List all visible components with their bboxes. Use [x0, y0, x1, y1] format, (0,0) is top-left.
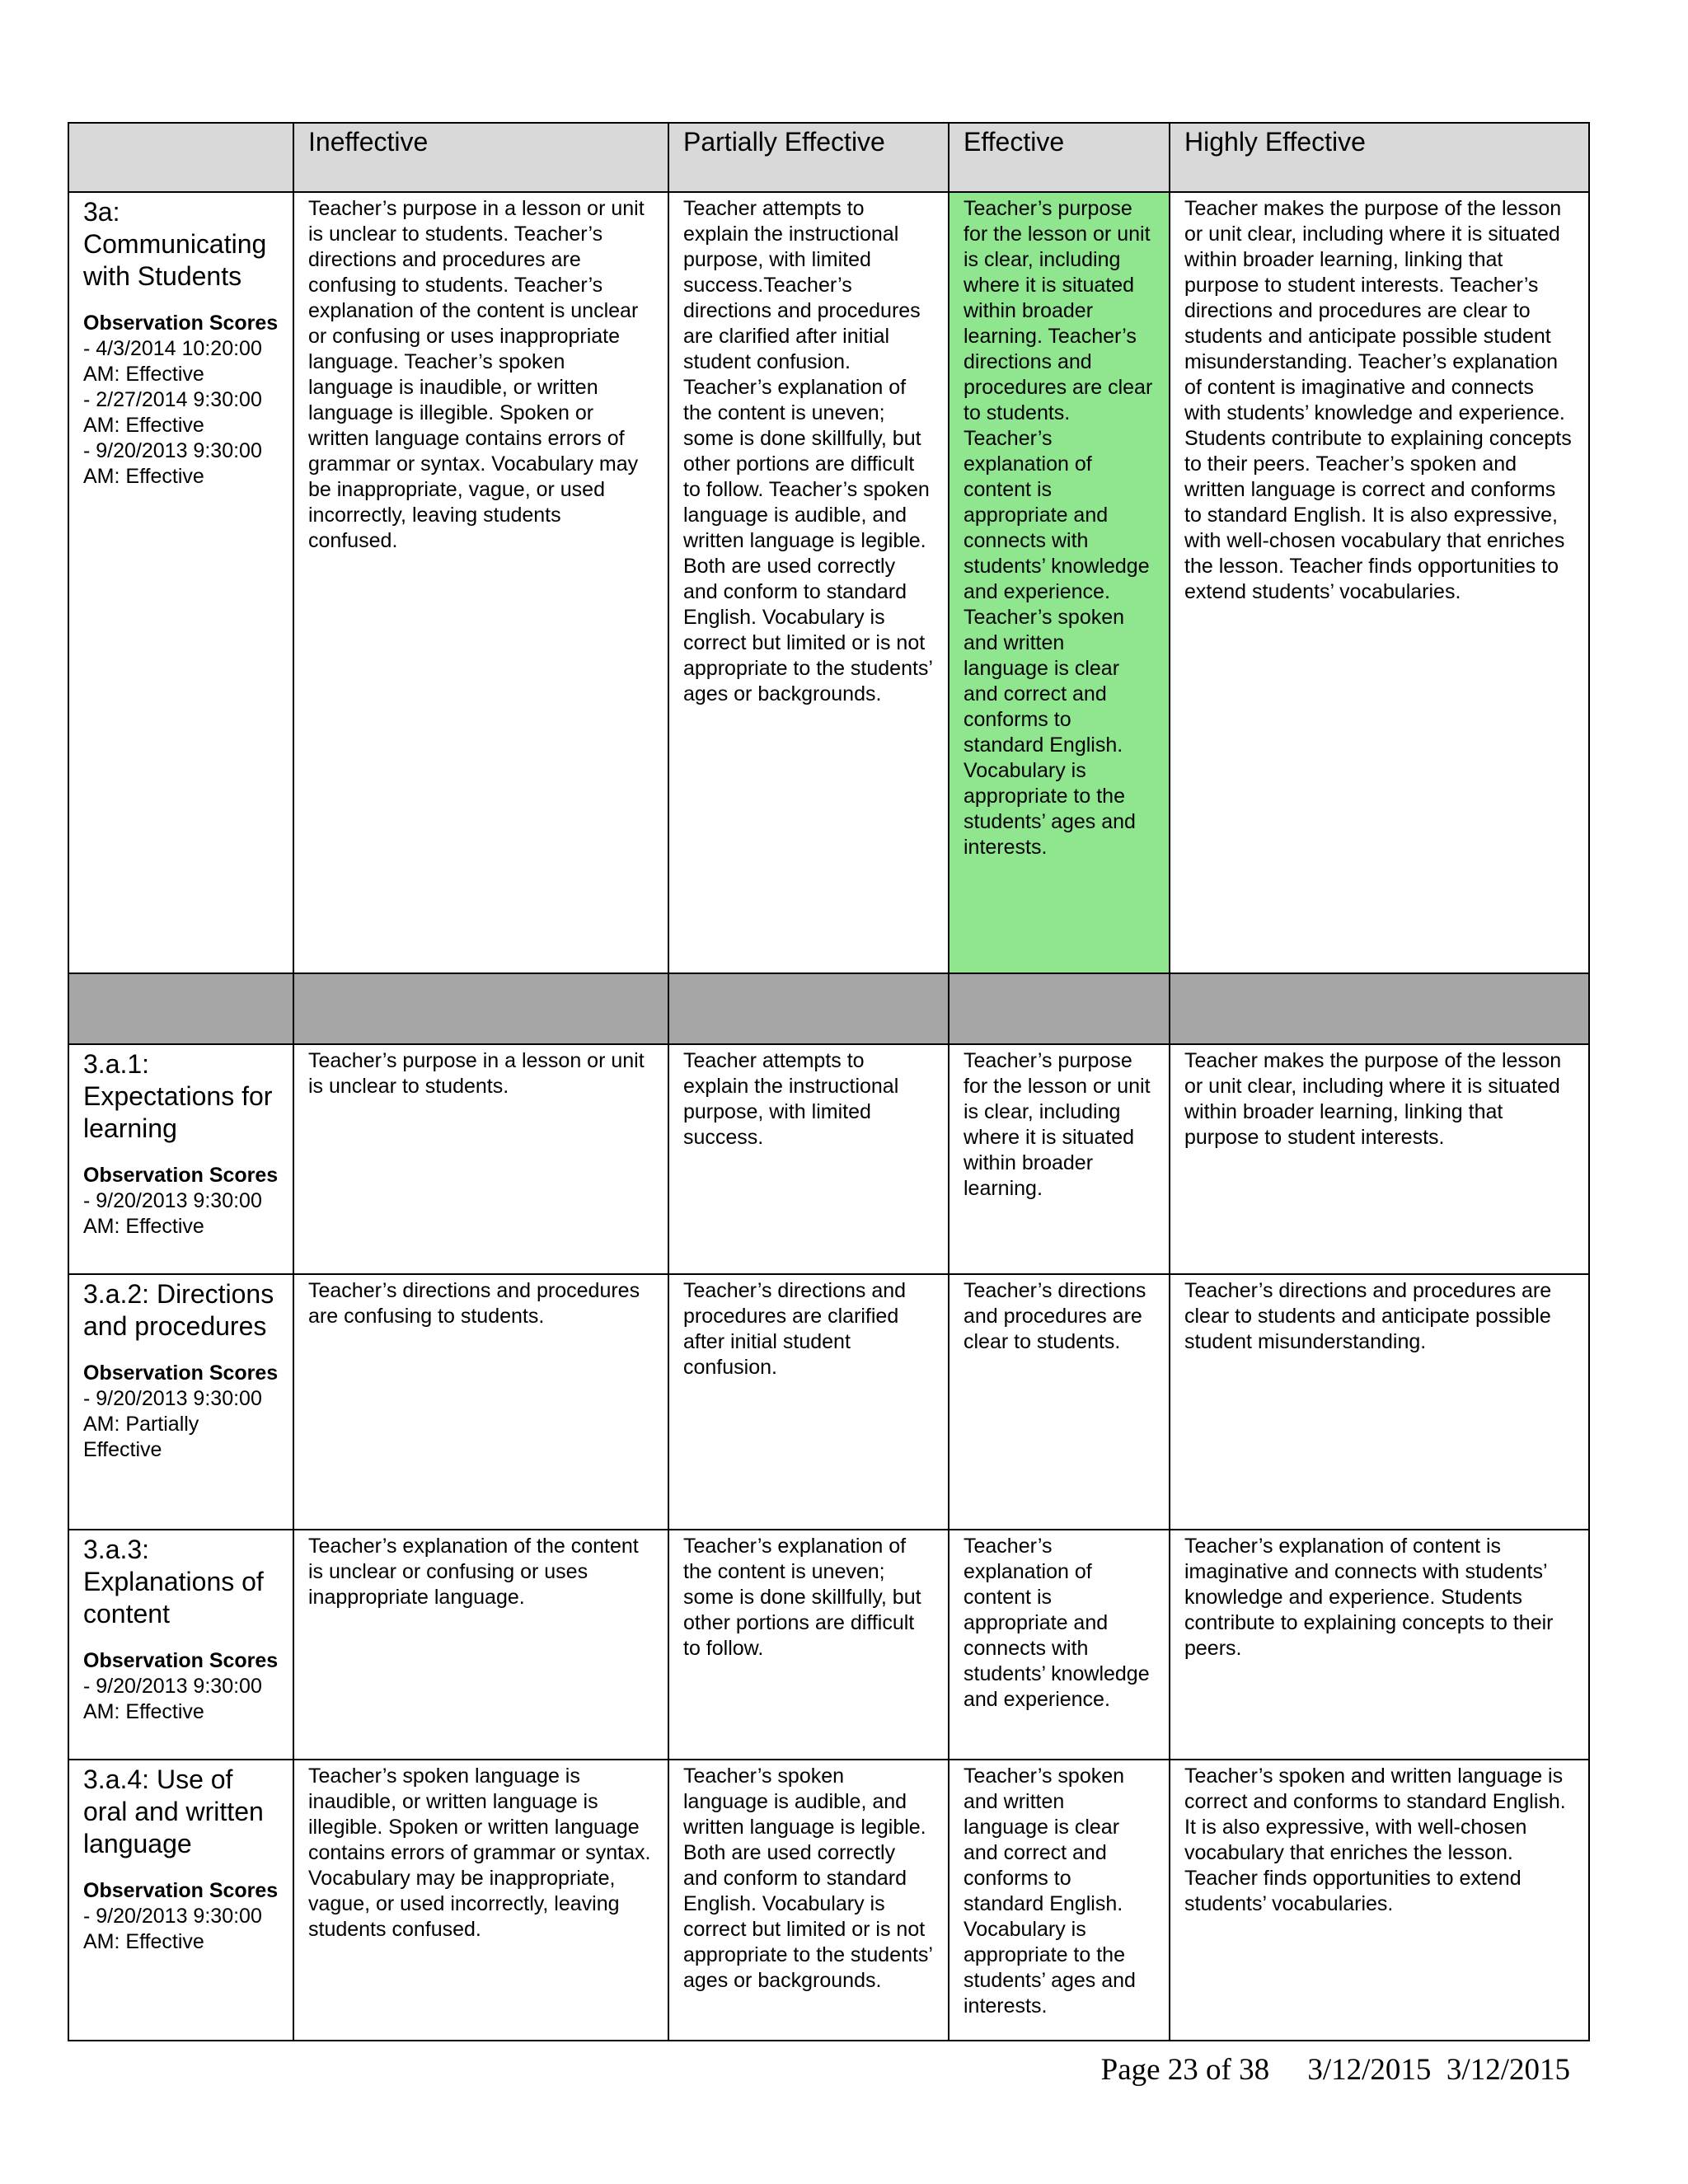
table-row [68, 1044, 1589, 1274]
page-footer: Page 23 of 38 3/12/2015 3/12/2015 [1100, 2053, 1570, 2087]
separator-cell [668, 973, 949, 1044]
cell-partially-effective: Teacher attempts to explain the instructional purpose, with limited success.Teacher’s directions and procedures are clarified after initial student confusion. Teacher’s explanation of the content is uneven; some is done skillfully, but other portions are difficult to follow. Teacher’s spoken language is audible, and written language is legible. Both are used correctly and conform to standard English. Vocabulary is correct but limited or is not appropriate to the students’ ages or backgrounds. [668, 192, 949, 973]
observation-scores-label: Observation Scores [83, 1164, 279, 1187]
cell-ineffective: Teacher’s directions and procedures are confusing to students. [293, 1274, 668, 1530]
component-title: 3.a.1: Expectations for learning [83, 1049, 273, 1143]
cell-effective: Teacher’s directions and procedures are clear to students. [949, 1274, 1170, 1530]
cell-partially-effective: Teacher’s spoken language is audible, and written language is legible. Both are used correctly and conform to standard English. Vocabulary is correct but limited or is not appropriate to the students’ ages or backgrounds. [668, 1760, 949, 2041]
separator-row [68, 973, 1589, 1044]
separator-cell [1170, 973, 1589, 1044]
separator-cell [293, 973, 668, 1044]
table-row [68, 192, 1589, 973]
table-row [68, 1530, 1589, 1760]
row-header [68, 1274, 293, 1530]
cell-highly-effective: Teacher’s explanation of content is imaginative and connects with students’ knowledge and experience. Students contribute to explaining concepts to their peers. [1170, 1530, 1589, 1760]
cell-partially-effective: Teacher’s directions and procedures are clarified after initial student confusion. [668, 1274, 949, 1530]
component-title: 3.a.3: Explanations of content [83, 1535, 264, 1629]
observation-scores-label: Observation Scores [83, 1879, 279, 1902]
separator-cell [949, 973, 1170, 1044]
component-title: 3a: Communicating with Students [83, 197, 267, 291]
table-row [68, 1274, 1589, 1530]
cell-effective-highlighted: Teacher’s purpose for the lesson or unit is clear, including where it is situated within broader learning. Teacher’s directions and procedures are clear to students. Teacher’s explanation of content is appropriate and connects with students’ knowledge and experience. Teacher’s spoken and written language is clear and correct and conforms to standard English. Vocabulary is appropriate to the students’ ages and interests. [949, 192, 1170, 973]
cell-partially-effective: Teacher’s explanation of the content is uneven; some is done skillfully, but other portions are difficult to follow. [668, 1530, 949, 1760]
cell-ineffective: Teacher’s spoken language is inaudible, or written language is illegible. Spoken or written language contains errors of grammar or syntax. Vocabulary may be inappropriate, vague, or used incorrectly, leaving students confused. [293, 1760, 668, 2041]
observation-score: - 4/3/2014 10:20:00 AM: Effective [83, 337, 262, 386]
observation-score: - 2/27/2014 9:30:00 AM: Effective [83, 388, 262, 437]
cell-effective: Teacher’s purpose for the lesson or unit is clear, including where it is situated within broader learning. [949, 1044, 1170, 1274]
observation-score: - 9/20/2013 9:30:00 AM: Effective [83, 1905, 262, 1953]
separator-cell [68, 973, 293, 1044]
cell-effective: Teacher’s spoken and written language is clear and correct and conforms to standard English. Vocabulary is appropriate to the students’ ages and interests. [949, 1760, 1170, 2041]
observation-score: - 9/20/2013 9:30:00 AM: Effective [83, 439, 262, 488]
header-cell-partially-effective: Partially Effective [668, 123, 949, 192]
header-row [68, 123, 1589, 192]
row-header [68, 1760, 293, 2041]
cell-ineffective: Teacher’s purpose in a lesson or unit is unclear to students. [293, 1044, 668, 1274]
cell-ineffective: Teacher’s explanation of the content is unclear or confusing or uses inappropriate language. [293, 1530, 668, 1760]
row-header [68, 1530, 293, 1760]
row-header [68, 1044, 293, 1274]
component-title: 3.a.2: Directions and procedures [83, 1279, 274, 1341]
header-cell-blank [68, 123, 293, 192]
header-cell-highly-effective: Highly Effective [1170, 123, 1589, 192]
row-header [68, 192, 293, 973]
observation-scores-label: Observation Scores [83, 1361, 279, 1385]
observation-scores-label: Observation Scores [83, 1649, 279, 1672]
observation-score: - 9/20/2013 9:30:00 AM: Effective [83, 1675, 262, 1723]
cell-partially-effective: Teacher attempts to explain the instructional purpose, with limited success. [668, 1044, 949, 1274]
rubric-table [68, 122, 1590, 2041]
observation-scores-label: Observation Scores [83, 312, 279, 335]
observation-score: - 9/20/2013 9:30:00 AM: Partially Effective [83, 1387, 262, 1461]
observation-score: - 9/20/2013 9:30:00 AM: Effective [83, 1189, 262, 1238]
cell-effective: Teacher’s explanation of content is appropriate and connects with students’ knowledge and experience. [949, 1530, 1170, 1760]
cell-highly-effective: Teacher makes the purpose of the lesson or unit clear, including where it is situated within broader learning, linking that purpose to student interests. [1170, 1044, 1589, 1274]
cell-ineffective: Teacher’s purpose in a lesson or unit is unclear to students. Teacher’s directions and procedures are confusing to students. Teacher’s explanation of the content is unclear or confusing or uses inappropriate language. Teacher’s spoken language is inaudible, or written language is illegible. Spoken or written language contains errors of grammar or syntax. Vocabulary may be inappropriate, vague, or used incorrectly, leaving students confused. [293, 192, 668, 973]
header-cell-ineffective: Ineffective [293, 123, 668, 192]
table-row [68, 1760, 1589, 2041]
cell-highly-effective: Teacher makes the purpose of the lesson or unit clear, including where it is situated within broader learning, linking that purpose to student interests. Teacher’s directions and procedures are clear to students and anticipate possible student misunderstanding. Teacher’s explanation of content is imaginative and connects with students’ knowledge and experience. Students contribute to explaining concepts to their peers. Teacher’s spoken and written language is correct and conforms to standard English. It is also expressive, with well-chosen vocabulary that enriches the lesson. Teacher finds opportunities to extend students’ vocabularies. [1170, 192, 1589, 973]
cell-highly-effective: Teacher’s spoken and written language is correct and conforms to standard English. It is also expressive, with well-chosen vocabulary that enriches the lesson. Teacher finds opportunities to extend students’ vocabularies. [1170, 1760, 1589, 2041]
header-cell-effective: Effective [949, 123, 1170, 192]
cell-highly-effective: Teacher’s directions and procedures are clear to students and anticipate possible student misunderstanding. [1170, 1274, 1589, 1530]
component-title: 3.a.4: Use of oral and written language [83, 1765, 264, 1858]
